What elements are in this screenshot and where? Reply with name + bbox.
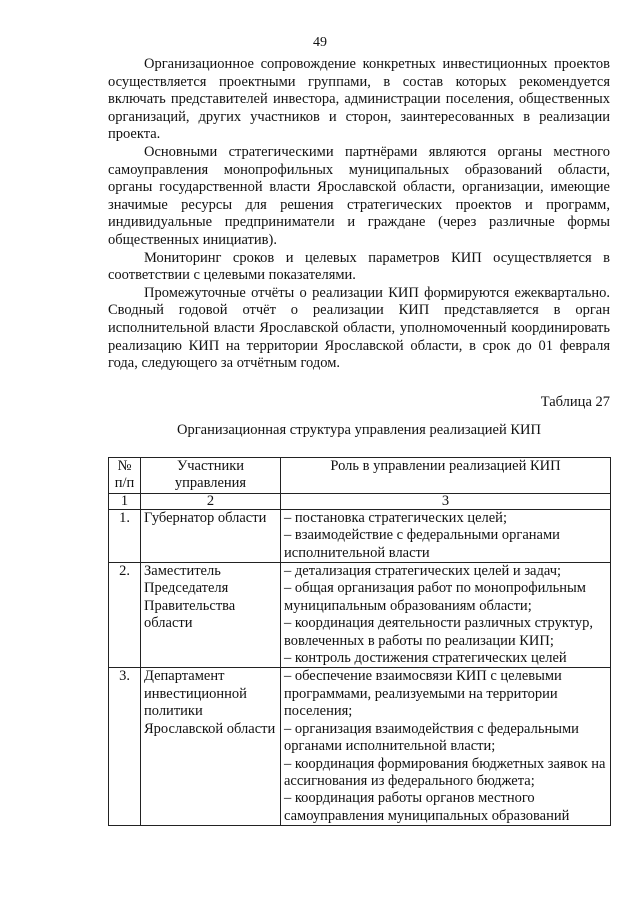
row-number: 3. <box>109 668 141 826</box>
table-column-number-row <box>109 493 611 509</box>
header-number: № п/п <box>109 458 141 494</box>
row-participant: Департамент инвестиционной политики Ярославской области <box>141 668 281 826</box>
role-item: – координация формирования бюджетных заявок на ассигнования из федерального бюджета; <box>284 755 606 789</box>
column-number-1: 1 <box>109 493 141 509</box>
column-number-2: 2 <box>141 493 281 509</box>
header-participants: Участники управления <box>141 458 281 494</box>
role-item: – общая организация работ по монопрофильным муниципальным образованиям области; <box>284 580 586 614</box>
role-item: – постановка стратегических целей; <box>284 509 507 526</box>
table-row <box>109 563 611 668</box>
body-text <box>108 56 610 373</box>
column-number-3: 3 <box>281 493 611 509</box>
row-number: 1. <box>109 509 141 562</box>
paragraph-support: Организационное сопровождение конкретных инвестиционных проектов осуществляется проектными группами, в состав которых рекомендуется включать представителей инвестора, администрации поселения, общественных организаций, других участников и сторон, заинтересованных в реализации проекта. <box>108 56 610 143</box>
row-roles <box>281 668 611 826</box>
header-role: Роль в управлении реализацией КИП <box>281 458 611 494</box>
row-roles <box>281 563 611 668</box>
page-number: 49 <box>313 35 327 50</box>
role-item: – детализация стратегических целей и задач; <box>284 563 562 580</box>
role-item: – обеспечение взаимосвязи КИП с целевыми программами, реализуемыми на территории поселения; <box>284 668 562 720</box>
table-title: Организационная структура управления реализацией КИП <box>176 422 541 438</box>
table-label: Таблица 27 <box>540 394 610 410</box>
management-structure-table <box>108 457 611 826</box>
role-item: – контроль достижения стратегических целей <box>284 650 567 667</box>
table-row <box>109 668 611 826</box>
paragraph-monitoring: Мониторинг сроков и целевых параметров КИП осуществляется в соответствии с целевыми показателями. <box>108 249 610 284</box>
role-item: – координация деятельности различных структур, вовлеченных в работы по реализации КИП; <box>284 615 593 649</box>
row-number: 2. <box>109 563 141 668</box>
role-item: – координация работы органов местного самоуправления муниципальных образований <box>284 790 570 824</box>
role-item: – организация взаимодействия с федеральными органами исполнительной власти; <box>284 720 579 755</box>
table-header-row <box>109 458 611 494</box>
paragraph-partners: Основными стратегическими партнёрами являются органы местного самоуправления монопрофильных муниципальных образований области, органы государственной власти Ярославской области, организации, имеющие значимые ресурсы для решения стратегических проектов и программ, индивидуальные предприниматели и граждане (через различные формы общественных инициатив). <box>108 143 610 248</box>
row-participant: Губернатор области <box>141 509 281 562</box>
row-participant: Заместитель Председателя Правительства области <box>141 563 281 668</box>
paragraph-reports: Промежуточные отчёты о реализации КИП формируются ежеквартально. Сводный годовой отчёт о реализации КИП представляется в орган исполнительной власти Ярославской области, уполномоченный координировать реализацию КИП на территории Ярославской области, в срок до 01 февраля года, следующего за отчётным годом. <box>108 284 610 372</box>
role-item: – взаимодействие с федеральными органами исполнительной власти <box>284 527 560 561</box>
row-roles <box>281 509 611 562</box>
table-row <box>109 509 611 562</box>
